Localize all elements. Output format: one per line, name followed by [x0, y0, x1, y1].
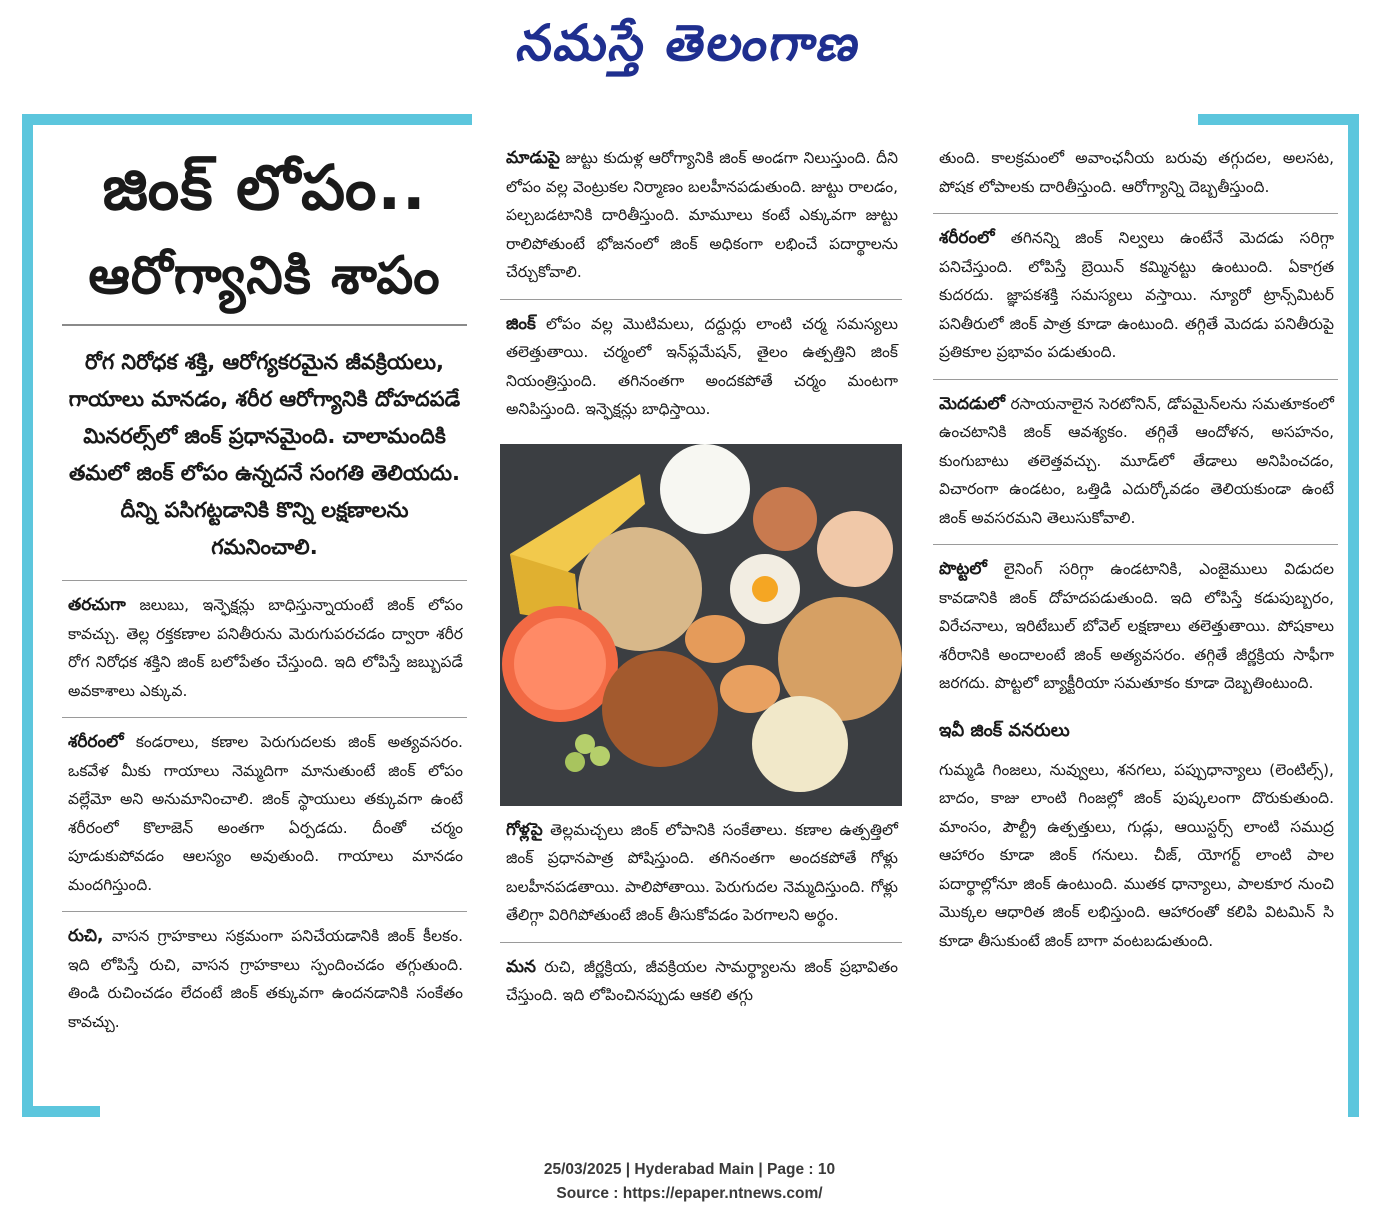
article-paragraph	[500, 299, 902, 436]
paragraph-text: వాసన గ్రాహకాలు సక్రమంగా పనిచేయడానికి జింక్ కీలకం. ఇది లోపిస్తే రుచి, వాసన గ్రాహకాలు స్పందించడం తగ్గుతుంది. తిండి రుచించడం లేదంటే జింక్ తక్కువగా ఉందనడానికి సంకేతం కావచ్చు.	[68, 927, 463, 1031]
paragraph-text: రసాయనాలైన సెరటోనిన్, డోపమైన్‌లను సమతూకంలో ఉంచటానికి జింక్ ఆవశ్యకం. తగ్గితే ఆందోళన, అసహనం, కుంగుబాటు తలెత్తవచ్చు. మూడ్‌లో తేడాలు అనిపించడం, విచారంగా ఉండటం, ఒత్తిడి ఎదుర్కోవడం తెలియకుండా ఉంటే జింక్ అవసరమని తెలుసుకోవాలి.	[939, 394, 1334, 527]
column-1	[62, 140, 467, 1048]
article-paragraph	[933, 379, 1338, 545]
article-intro: రోగ నిరోధక శక్తి, ఆరోగ్యకరమైన జీవక్రియలు, గాయాలు మానడం, శరీర ఆరోగ్యానికి దోహదపడే మినరల్స్‌లో జింక్ ప్రధానమైంది. చాలామందికి తమలో జింక్ లోపం ఉన్నదనే సంగతి తెలియదు. దీన్ని పసిగట్టడానికి కొన్ని లక్షణాలను గమనించాలి.	[68, 350, 461, 559]
paragraph-text: తగినన్ని జింక్ నిల్వలు ఉంటేనే మెదడు సరిగ్గా పనిచేస్తుంది. లోపిస్తే బ్రెయిన్ కమ్మినట్టు ఉంటుంది. ఏకాగ్రత కుదరదు. జ్ఞాపకశక్తి సమస్యలు వస్తాయి. న్యూరో ట్రాన్స్‌మిటర్ పనితీరులో జింక్ పాత్ర కూడా ఉంటుంది. తగ్గితే మెదడు పనితీరుపై ప్రతికూల ప్రభావం పడుతుంది.	[939, 229, 1334, 361]
paragraph-text: లోపం వల్ల మొటిమలు, దద్దుర్లు లాంటి చర్మ సమస్యలు తలెత్తుతాయి. చర్మంలో ఇన్‌ఫ్లమేషన్, తైలం ఉత్పత్తిని జింక్ నియంత్రిస్తుంది. తగినంతగా అందకపోతే చర్మం మంటగా అనిపిస్తుంది. ఇన్ఫెక్షన్లు బాధిస్తాయి.	[506, 314, 898, 418]
paragraph-text: తుంది. కాలక్రమంలో అవాంఛనీయ బరువు తగ్గుదల, అలసట, పోషక లోపాలకు దారితీస్తుంది. ఆరోగ్యాన్ని దెబ్బతీస్తుంది.	[939, 149, 1334, 196]
article-paragraph	[500, 140, 902, 299]
frame-bottom	[22, 1106, 100, 1117]
paragraph-lead: జింక్	[506, 313, 536, 334]
article-paragraph	[62, 717, 467, 911]
column-3	[933, 140, 1338, 967]
article-paragraph	[62, 580, 467, 717]
shrimp-icon	[817, 511, 893, 587]
article-paragraph	[933, 140, 1338, 213]
article-paragraph	[62, 911, 467, 1048]
article-paragraph	[500, 812, 902, 942]
paragraph-lead: తరచుగా	[68, 595, 126, 615]
paragraph-lead: మెదడులో	[939, 393, 1005, 414]
article-paragraph	[933, 213, 1338, 379]
column-2	[500, 140, 902, 1022]
hazelnuts-icon	[602, 651, 718, 767]
headline-line-1: జింక్ లోపం..	[102, 151, 427, 224]
zinc-foods-photo	[500, 444, 902, 806]
sources-text: గుమ్మడి గింజలు, నువ్వులు, శనగలు, పప్పుధాన్యాలు (లెంటిల్స్), బాదం, కాజు లాంటి గింజల్లో జింక్ పుష్కలంగా దొరుకుతుంది. మాంసం, పౌల్ట్రీ ఉత్పత్తులు, గుడ్లు, ఆయిస్టర్స్ లాంటి సముద్ర ఆహారం కూడా జింక్ గనులు. చీజ్, యోగర్ట్ లాంటి పాల పదార్థాల్లోనూ జింక్ ఉంటుంది. ముతక ధాన్యాలు, పాలకూర నుంచి మొక్కల ఆధారిత జింక్ లభిస్తుంది. ఆహారంతో కలిపి విటమిన్ సి కూడా తీసుకుంటే జింక్ బాగా వంటబడుతుంది.	[939, 760, 1334, 950]
paragraph-text: కండరాలు, కణాల పెరుగుదలకు జింక్ అత్యవసరం. ఒకవేళ మీకు గాయాలు నెమ్మదిగా మానుతుంటే జింక్ లోపం వల్లేమో అని అనుమానించాలి. జింక్ స్థాయులు తక్కువగా ఉంటే శరీరంలో కొలాజెన్ అంతగా ఏర్పడదు. దీంతో చర్మం పూడుకుపోవడం ఆలస్యం అవుతుంది. గాయాలు మానడం మందగిస్తుంది.	[68, 733, 463, 894]
paragraph-lead: శరీరంలో	[939, 228, 995, 248]
footer-date-edition: 25/03/2025 | Hyderabad Main | Page : 10	[543, 1161, 836, 1178]
divider	[62, 324, 467, 326]
article-paragraph	[500, 942, 902, 1022]
paragraph-lead: రుచి,	[68, 926, 104, 946]
frame-top-left	[22, 114, 472, 125]
paragraph-lead: గోళ్లపై	[506, 819, 543, 840]
paragraph-text: తెల్లమచ్చలు జింక్ లోపానికి సంకేతాలు. కణాల ఉత్పత్తిలో జింక్ ప్రధానపాత్ర పోషిస్తుంది. తగినంతగా అందకపోతే గోళ్లు బలహీనపడతాయి. పాలిపోతాయి. పెరుగుదల నెమ్మదిస్తుంది. గోళ్లు తేలిగ్గా విరిగిపోతుంటే జింక్ తీసుకోవడం పెరగాలని అర్థం.	[506, 820, 898, 924]
frame-top-right	[1198, 114, 1359, 125]
milk-icon	[660, 444, 750, 534]
paragraph-lead: మన	[506, 956, 536, 977]
paragraph-lead: పొట్టలో	[939, 559, 987, 579]
masthead-title: నమస్తే తెలంగాణ	[512, 13, 867, 72]
frame-left	[22, 114, 33, 1117]
footer-source: Source : https://epaper.ntnews.com/	[556, 1185, 823, 1202]
rice-cakes-icon	[752, 696, 848, 792]
nuts-bowl-icon	[753, 487, 817, 551]
paragraph-text: జుట్టు కుదుళ్ల ఆరోగ్యానికి జింక్ అండగా నిలుస్తుంది. దీని లోపం వల్ల వెంట్రుకల నిర్మాణం బలహీనపడుతుంది. జుట్టు రాలడం, పల్చబడటానికి దారితీస్తుంది. మామూలు కంటే ఎక్కువగా జుట్టు రాలిపోతుంటే భోజనంలో జింక్ అధికంగా లభించే పదార్థాలను చేర్చుకోవాలి.	[506, 149, 898, 281]
paragraph-text: జలుబు, ఇన్ఫెక్షన్లు బాధిస్తున్నాయంటే జింక్ లోపం కావచ్చు. తెల్ల రక్తకణాల పనితీరును మెరుగుపరచడం ద్వారా శరీర రోగ నిరోధక శక్తిని జింక్ బలోపేతం చేస్తుంది. ఇది లోపిస్తే జబ్బుపడే అవకాశాలు ఎక్కువ.	[68, 596, 463, 700]
brown-egg-icon	[685, 615, 745, 663]
headline-line-2: ఆరోగ్యానికి శాపం	[88, 246, 441, 306]
paragraph-lead: శరీరంలో	[68, 732, 124, 752]
paragraph-lead: మాడుపై	[506, 148, 560, 168]
masthead	[0, 8, 1379, 78]
article-paragraph	[933, 544, 1338, 710]
frame-right	[1348, 114, 1359, 1117]
paragraph-text: లైనింగ్ సరిగ్గా ఉండటానికి, ఎంజైములు విడుదల కావడానికి జింక్ దోహదపడుతుంది. ఇది లోపిస్తే కడుపుబ్బరం, విరేచనాలు, ఇరిటేబుల్ బోవెల్ లక్షణాలు తలెత్తుతాయి. పోషకాలు శరీరానికి అందాలంటే జింక్ అత్యవసరం. తగ్గితే జీర్ణక్రియ సాఫీగా జరగదు. పొట్టలో బ్యాక్టీరియా సమతూకం కూడా దెబ్బతింటుంది.	[939, 560, 1334, 692]
paragraph-text: రుచి, జీర్ణక్రియ, జీవక్రియల సామర్థ్యాలను జింక్ ప్రభావితం చేస్తుంది. ఇది లోపించినప్పుడు ఆకలి తగ్గు	[506, 957, 898, 1004]
sources-heading: ఇవీ జింక్ వనరులు	[939, 719, 1070, 741]
